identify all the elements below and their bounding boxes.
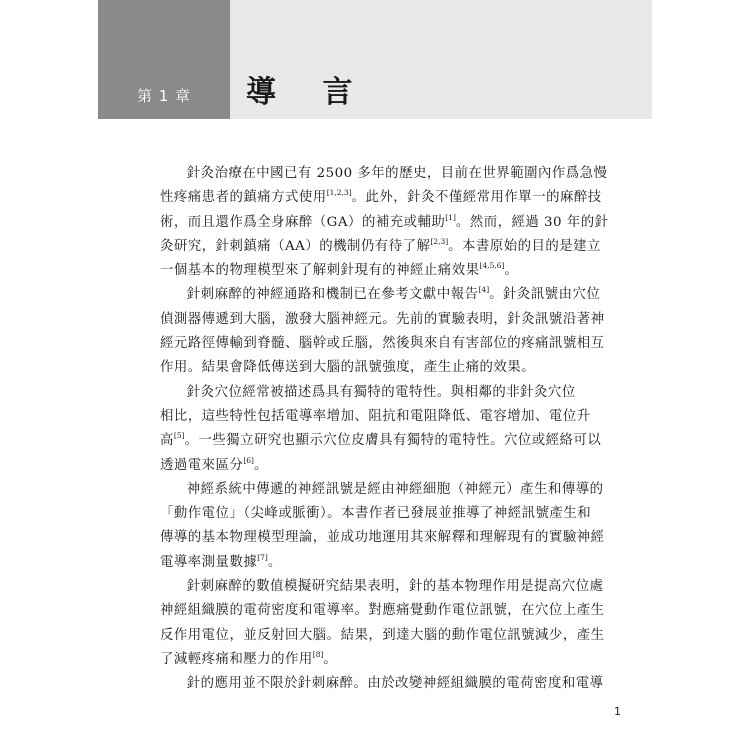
citation-superscript: [6] xyxy=(243,455,254,465)
line-text-after-citation: 。然而，經過 30 年的針 xyxy=(455,214,609,230)
text-line xyxy=(160,551,592,575)
line-text: 傳導的基本物理模型理論，並成功地運用其來解釋和理解現有的實驗神經 xyxy=(160,530,605,546)
citation-superscript: [8] xyxy=(312,649,324,659)
text-line xyxy=(160,162,608,186)
text-line xyxy=(160,381,592,405)
text-line xyxy=(160,283,601,307)
paragraph xyxy=(160,478,605,575)
text-line xyxy=(160,235,601,259)
body-text xyxy=(160,162,609,697)
line-text-after-citation: 。 xyxy=(323,651,338,667)
text-line xyxy=(160,502,592,526)
citation-superscript: [2,3] xyxy=(430,236,449,246)
text-line xyxy=(160,672,604,696)
citation-superscript: [1] xyxy=(445,212,456,222)
line-text: 針刺麻醉的神經通路和機制已在參考文獻中報告 xyxy=(186,287,479,303)
line-text: 一個基本的物理模型來了解刺針現有的神經止痛效果 xyxy=(160,263,480,279)
paragraph xyxy=(160,162,609,283)
text-line xyxy=(160,599,605,623)
chapter-title: 導 言 xyxy=(246,75,371,110)
line-text: 灸研究，針刺鎮痛（AA）的機制仍有待了解 xyxy=(160,238,431,254)
line-text-after-citation: 。一些獨立研究也顯示穴位皮膚具有獨特的電特性。穴位或經絡可以 xyxy=(184,433,602,449)
line-text: 反作用電位，並反射回大腦。結果，到達大腦的動作電位訊號減少，產生 xyxy=(160,627,605,643)
line-text: 針灸穴位經常被描述爲具有獨特的電特性。與相鄰的非針灸穴位 xyxy=(186,384,576,400)
line-text-after-citation: 。 xyxy=(253,457,268,473)
line-text: 「動作電位」（尖峰或脈衝）。本書作者已發展並推導了神經訊號產生和 xyxy=(160,506,592,522)
citation-superscript: [4] xyxy=(478,285,490,295)
line-text: 透過電來區分 xyxy=(160,457,244,473)
line-text: 針的應用並不限於針刺麻醉。由於改變神經組織膜的電荷密度和電導 xyxy=(186,676,604,692)
text-line xyxy=(160,478,604,502)
line-text: 了減輕疼痛和壓力的作用 xyxy=(160,651,313,667)
line-text: 電導率測量數據 xyxy=(160,554,258,570)
text-line xyxy=(160,259,592,283)
text-line xyxy=(160,526,605,550)
line-text-after-citation: 。本書原始的目的是建立 xyxy=(448,238,601,254)
line-text-after-citation: 。針灸訊號由穴位 xyxy=(489,287,601,303)
text-line xyxy=(160,648,592,672)
line-text: 針刺麻醉的數值模擬研究結果表明，針的基本物理作用是提高穴位處 xyxy=(186,579,604,595)
text-line xyxy=(160,575,604,599)
text-line xyxy=(160,454,592,478)
line-text: 神經系統中傳遞的神經訊號是經由神經細胞（神經元）產生和傳導的 xyxy=(186,481,604,497)
text-line xyxy=(160,211,609,235)
line-text: 神經組織膜的電荷密度和電導率。對應痛覺動作電位訊號，在穴位上產生 xyxy=(160,603,605,619)
line-text-after-citation: 。此外，針灸不僅經常用作單一的麻醉技 xyxy=(351,190,602,206)
paragraph xyxy=(160,575,605,672)
line-text: 相比，這些特性包括電導率增加、阻抗和電阻降低、電容增加、電位升 xyxy=(160,408,591,424)
line-text: 術，而且還作爲全身麻醉（GA）的補充或輔助 xyxy=(160,214,446,230)
citation-superscript: [1,2,3] xyxy=(326,188,352,198)
line-text: 針灸治療在中國已有 2500 多年的歷史，目前在世界範圍內作爲急慢 xyxy=(186,166,608,181)
text-line xyxy=(160,429,602,453)
paragraph xyxy=(160,283,605,380)
citation-superscript: [7] xyxy=(257,552,268,562)
line-text: 性疼痛患者的鎮痛方式使用 xyxy=(160,190,327,206)
citation-superscript: [5] xyxy=(173,431,185,441)
citation-superscript: [4,5,6] xyxy=(479,261,505,271)
paragraph xyxy=(160,672,604,696)
chapter-label: 第 1 章 xyxy=(136,87,192,105)
text-line xyxy=(160,186,602,210)
text-line xyxy=(160,308,605,332)
text-line xyxy=(160,624,605,648)
line-text-after-citation: 。 xyxy=(504,263,519,279)
page-number: 1 xyxy=(614,705,621,718)
text-line xyxy=(160,405,592,429)
line-text: 偵測器傳遞到大腦，激發大腦神經元。先前的實驗表明，針灸訊號沿著神 xyxy=(160,311,605,327)
text-line xyxy=(160,356,592,380)
line-text: 作用。結果會降低傳送到大腦的訊號強度，產生止痛的效果。 xyxy=(160,360,536,376)
line-text-after-citation: 。 xyxy=(267,554,282,570)
line-text: 高 xyxy=(160,433,174,449)
paragraph xyxy=(160,381,602,478)
text-line xyxy=(160,332,605,356)
line-text: 經元路徑傳輸到脊髓、腦幹或丘腦，然後與來自有害部位的疼痛訊號相互 xyxy=(160,336,605,352)
